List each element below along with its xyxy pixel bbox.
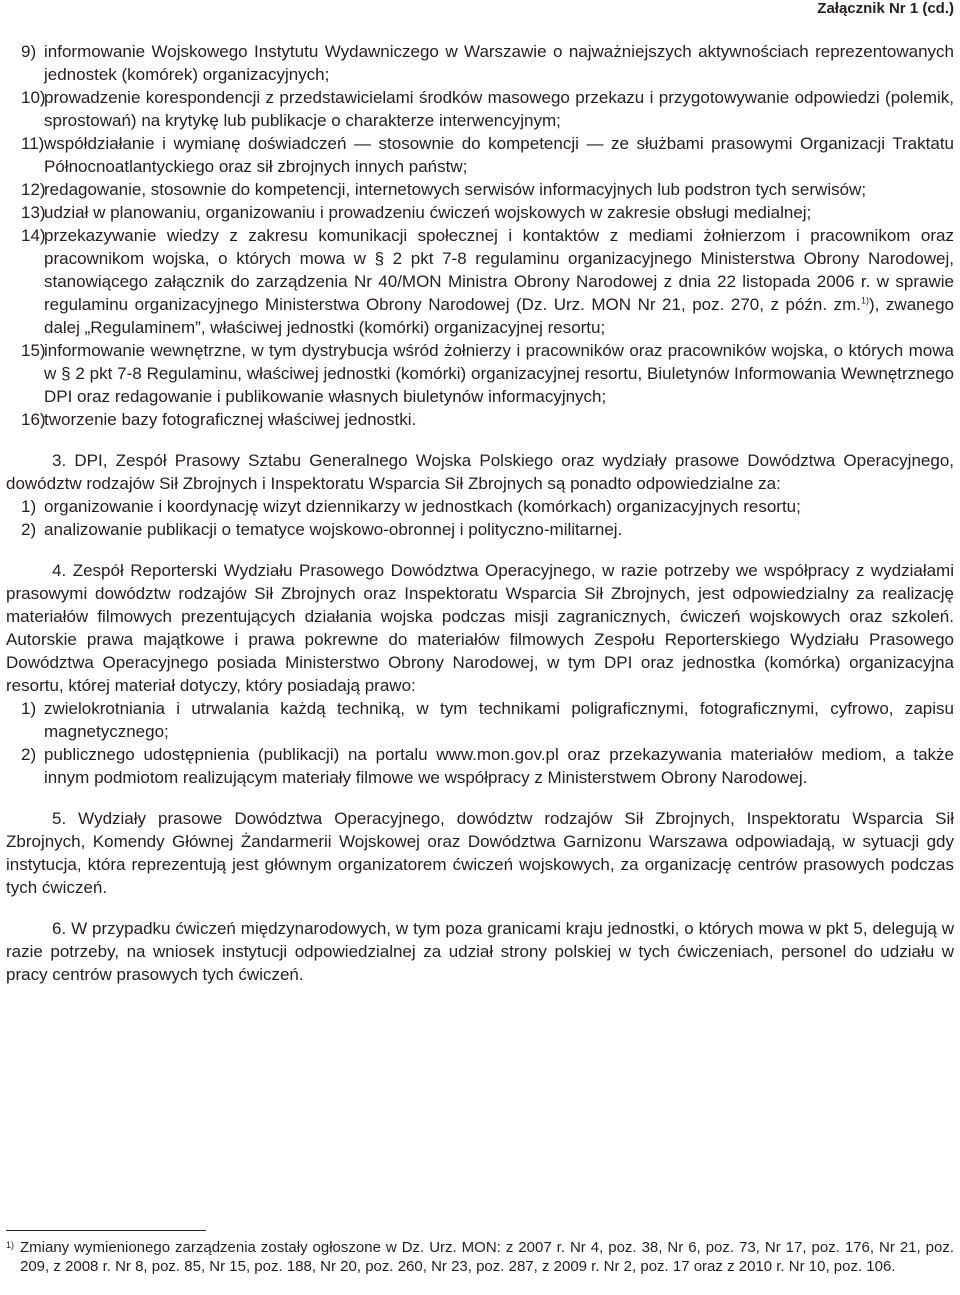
item-text: udział w planowaniu, organizowaniu i prowadzeniu ćwiczeń wojskowych w zakresie obsługi medialnej; [44, 203, 812, 222]
list-item [6, 178, 954, 201]
item-number: 2) [21, 745, 37, 764]
item-text: redagowanie, stosownie do kompetencji, internetowych serwisów informacyjnych lub podstron tych serwisów; [44, 180, 867, 199]
list-item [6, 518, 954, 541]
item-number: 1) [21, 699, 37, 718]
item-text: informowanie wewnętrzne, w tym dystrybucja wśród żołnierzy i pracowników oraz pracowników wojska, o których mowa w § 2 pkt 7-8 Regulaminu, właściwej jednostki (komórki) organizacyjnej resortu, Biuletynów Informowania Wewnętrznego DPI oraz redagowanie i publikowanie własnych biuletynów informacyjnych; [44, 341, 954, 406]
item-text: prowadzenie korespondencji z przedstawicielami środków masowego przekazu i przygotowywanie odpowiedzi (polemik, sprostowań) na krytykę lub publikacje o charakterze interwencyjnym; [44, 88, 954, 130]
item-text: informowanie Wojskowego Instytutu Wydawniczego w Warszawie o najważniejszych aktywnościach reprezentowanych jednostek (komórek) organizacyjnych; [44, 42, 954, 84]
paragraph-3-list [6, 495, 954, 541]
list-item [6, 224, 954, 339]
list-item [6, 339, 954, 408]
item-text: tworzenie bazy fotograficznej właściwej jednostki. [44, 410, 417, 429]
paragraph-4: 4. Zespół Reporterski Wydziału Prasowego Dowództwa Operacyjnego, w razie potrzeby we współpracy z wydziałami prasowymi dowództw rodzajów Sił Zbrojnych oraz Inspektoratu Wsparcia Sił Zbrojnych, jest odpowiedzialny za realizację materiałów filmowych prezentujących działania wojska podczas misji zagranicznych, ćwiczeń wojskowych oraz szkoleń. Autorskie prawa majątkowe i prawa pokrewne do materiałów filmowych Zespołu Reporterskiego Wydziału Prasowego Dowództwa Operacyjnego posiada Ministerstwo Obrony Narodowej, w tym DPI oraz jednostka (komórka) organizacyjna resortu, której materiał dotyczy, który posiadają prawo: [6, 561, 954, 695]
paragraph-3: 3. DPI, Zespół Prasowy Sztabu Generalnego Wojska Polskiego oraz wydziały prasowe Dowództwa Operacyjnego, dowództw rodzajów Sił Zbrojnych i Inspektoratu Wsparcia Sił Zbrojnych są ponadto odpowiedzialne za: [6, 451, 954, 493]
item-number: 14) [21, 226, 46, 245]
paragraph-5: 5. Wydziały prasowe Dowództwa Operacyjnego, dowództw rodzajów Sił Zbrojnych, Inspektoratu Wsparcia Sił Zbrojnych, Komendy Głównej Żandarmerii Wojskowej oraz Dowództwa Garnizonu Warszawa odpowiadają, w sytuacji gdy instytucja, która reprezentują jest głównym organizatorem ćwiczeń wojskowych, za organizację centrów prasowych podczas tych ćwiczeń. [6, 809, 954, 897]
duties-list [6, 40, 954, 431]
list-item [6, 40, 954, 86]
list-item [6, 408, 954, 431]
paragraph-6: 6. W przypadku ćwiczeń międzynarodowych, w tym poza granicami kraju jednostki, o których mowa w pkt 5, delegują w razie potrzeby, na wniosek instytucji odpowiedzialnej za udział strony polskiej w tych ćwiczeniach, personel do udziału w pracy centrów prasowych tych ćwiczeń. [6, 919, 954, 984]
item-text: przekazywanie wiedzy z zakresu komunikacji społecznej i kontaktów z mediami żołnierzom i pracownikom oraz pracownikom wojska, o których mowa w § 2 pkt 7-8 regulaminu organizacyjnego Ministerstwa Obrony Narodowej, stanowiącego załącznik do zarządzenia Nr 40/MON Ministra Obrony Narodowej z dnia 22 listopada 2006 r. w sprawie regulaminu organizacyjnego Ministerstwa Obrony Narodowej (Dz. Urz. MON Nr 21, poz. 270, z późn. zm. [44, 226, 954, 314]
item-number: 13) [21, 203, 46, 222]
footnote-mark: 1) [6, 1240, 15, 1250]
list-item [6, 132, 954, 178]
item-number: 15) [21, 341, 46, 360]
paragraph-4-list [6, 697, 954, 789]
item-text: współdziałanie i wymianę doświadczeń — stosownie do kompetencji — ze służbami prasowymi Organizacji Traktatu Północnoatlantyckiego oraz sił zbrojnych innych państw; [44, 134, 954, 176]
item-number: 10) [21, 88, 46, 107]
list-item [6, 495, 954, 518]
item-number: 12) [21, 180, 46, 199]
list-item [6, 201, 954, 224]
list-item [6, 86, 954, 132]
item-text-continued: ), zwanego dalej „Regulaminem”, właściwej jednostki (komórki) organizacyjnej resortu; [44, 295, 954, 337]
item-text: analizowanie publikacji o tematyce wojskowo-obronnej i polityczno-militarnej. [44, 520, 623, 539]
item-number: 2) [21, 520, 37, 539]
item-number: 9) [21, 42, 37, 61]
item-text: publicznego udostępnienia (publikacji) na portalu www.mon.gov.pl oraz przekazywania materiałów mediom, a także innym podmiotom realizującym materiały filmowe we współpracy z Ministerstwem Obrony Narodowej. [44, 745, 954, 787]
footnote [6, 1238, 954, 1276]
document-body [6, 40, 954, 986]
list-item [6, 697, 954, 743]
item-number: 16) [21, 410, 46, 429]
list-item [6, 743, 954, 789]
footnote-divider [6, 1230, 206, 1231]
item-number: 11) [21, 134, 45, 153]
item-text: organizowanie i koordynację wizyt dziennikarzy w jednostkach (komórkach) organizacyjnych resortu; [44, 497, 801, 516]
page-header: Załącznik Nr 1 (cd.) [817, 0, 954, 17]
footnote-text: Zmiany wymienionego zarządzenia zostały ogłoszone w Dz. Urz. MON: z 2007 r. Nr 4, poz. 38, Nr 6, poz. 73, Nr 17, poz. 176, Nr 21, poz. 209, z 2008 r. Nr 8, poz. 85, Nr 15, poz. 188, Nr 20, poz. 260, Nr 23, poz. 287, z 2009 r. Nr 2, poz. 17 oraz z 2010 r. Nr 10, poz. 106. [20, 1239, 954, 1275]
item-text: zwielokrotniania i utrwalania każdą techniką, w tym technikami poligraficznymi, fotograficznymi, cyfrowo, zapisu magnetycznego; [44, 699, 954, 741]
footnote-reference[interactable]: 1) [861, 295, 870, 306]
item-number: 1) [21, 497, 37, 516]
